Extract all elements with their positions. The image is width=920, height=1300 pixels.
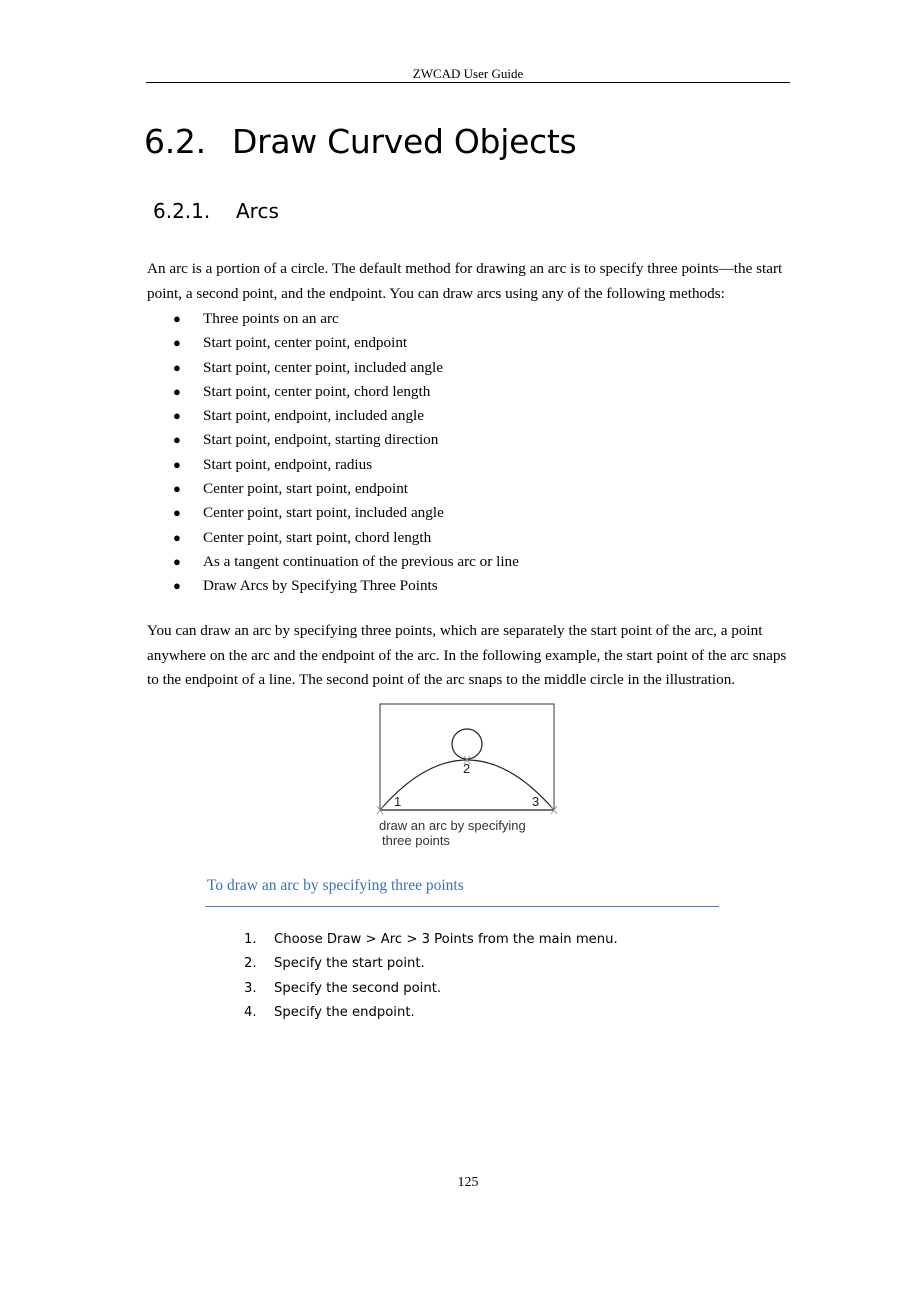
methods-list [0, 307, 519, 599]
list-item: ● Center point, start point, included angle [0, 501, 519, 525]
middle-circle [452, 729, 482, 759]
list-item: ● Start point, center point, included angle [0, 356, 519, 380]
bullet-icon: ● [173, 456, 181, 472]
figure-caption: draw an arc by specifying three points [379, 818, 526, 848]
intro-paragraph: An arc is a portion of a circle. The default method for drawing an arc is to specify three points—the start point, a second point, and the endpoint. You can draw arcs using any of the following methods: [147, 260, 783, 302]
list-item: ● Start point, center point, chord length [0, 380, 519, 404]
procedure-steps [0, 928, 618, 1025]
running-header: ZWCAD User Guide [412, 66, 524, 81]
section-number: 6.2. [144, 122, 206, 161]
list-item: ● Three points on an arc [0, 307, 519, 331]
header-rule [146, 82, 790, 83]
step-item: 1. Choose Draw > Arc > 3 Points from the main menu. [244, 932, 618, 947]
bullet-icon: ● [173, 505, 181, 521]
list-item: ● Start point, center point, endpoint [0, 331, 519, 355]
arc-illustration [376, 700, 566, 852]
arc-diagram [376, 700, 566, 820]
point-label-2: 2 [463, 761, 471, 776]
list-item: ● Start point, endpoint, radius [0, 453, 519, 477]
bullet-icon: ● [173, 553, 181, 569]
list-item: ● Start point, endpoint, starting direction [0, 428, 519, 452]
point-label-1: 1 [394, 794, 402, 809]
procedure-heading: To draw an arc by specifying three points [207, 877, 464, 894]
bullet-icon: ● [173, 359, 181, 375]
bullet-icon: ● [173, 311, 181, 326]
list-item: ● Center point, start point, chord length [0, 526, 519, 550]
bullet-icon: ● [173, 481, 181, 497]
procedure-rule [205, 906, 719, 907]
bullet-icon: ● [173, 432, 181, 448]
step-item: 2. Specify the start point. [244, 956, 425, 972]
point-label-3: 3 [532, 794, 540, 809]
page-number: 125 [457, 1175, 479, 1190]
bullet-icon: ● [173, 383, 181, 399]
section-heading [144, 122, 576, 161]
subsection-title: Arcs [236, 199, 279, 223]
list-item: ● Draw Arcs by Specifying Three Points [0, 574, 519, 598]
figure-frame [380, 704, 554, 810]
subsection-number: 6.2.1. [153, 199, 211, 223]
subsection-heading [153, 199, 279, 223]
description-paragraph: You can draw an arc by specifying three points, which are separately the start point of the arc, a point anywhere on the arc and the endpoint of the arc. In the following example, the start point of the arc snaps to the endpoint of a line. The second point of the arc snaps to the middle circle in the illustration. [147, 622, 787, 688]
step-item: 4. Specify the endpoint. [244, 1004, 415, 1020]
bullet-icon: ● [173, 408, 181, 424]
list-item: ● As a tangent continuation of the previous arc or line [0, 550, 519, 574]
list-item: ● Center point, start point, endpoint [0, 477, 519, 501]
bullet-icon: ● [173, 529, 181, 545]
list-item: ● Start point, endpoint, included angle [0, 404, 519, 428]
bullet-icon: ● [173, 578, 181, 594]
step-item: 3. Specify the second point. [244, 980, 442, 996]
bullet-icon: ● [173, 335, 181, 351]
section-title: Draw Curved Objects [232, 122, 577, 161]
